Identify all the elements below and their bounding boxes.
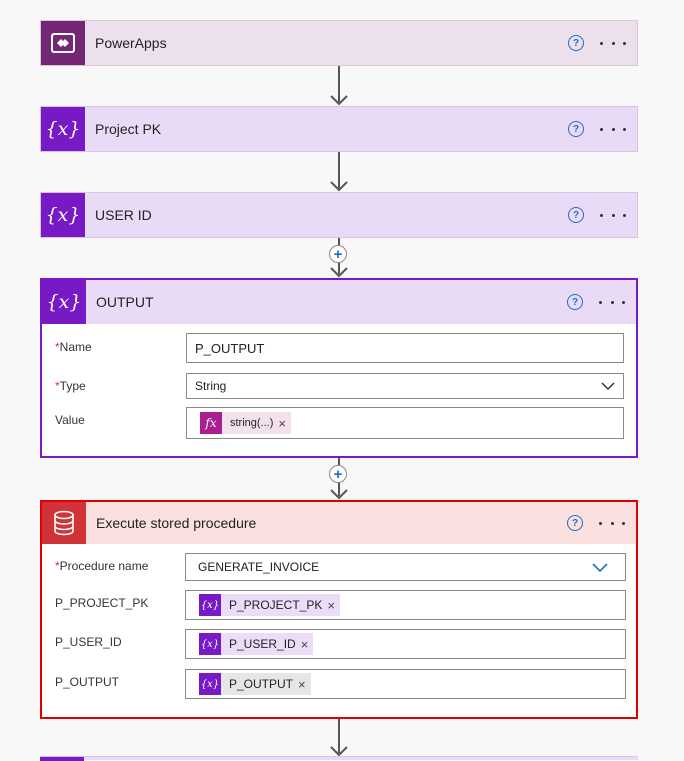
add-step-icon[interactable]: + [329,245,347,263]
variable-token[interactable] [199,673,311,695]
name-value: P_OUTPUT [195,340,265,356]
token-label: P_OUTPUT [229,677,294,691]
procedure-name-dropdown[interactable] [185,553,626,581]
value-label: Value [55,413,85,427]
user-id-variable-card[interactable] [40,192,638,238]
token-label: string(...) [230,417,274,429]
param-label-project-pk: P_PROJECT_PK [55,596,149,610]
variable-icon: {x} [41,107,85,151]
more-options-icon[interactable] [600,42,626,45]
card-title: PowerApps [95,35,167,51]
add-step-icon[interactable]: + [329,465,347,483]
param-input-output[interactable] [185,669,626,699]
help-icon[interactable]: ? [567,294,583,310]
value-input[interactable] [186,407,624,439]
variable-icon: {x} [199,673,221,695]
expression-token[interactable] [200,412,291,434]
user-id-card-header[interactable] [41,193,637,237]
sql-database-icon [42,502,86,544]
help-icon[interactable]: ? [567,515,583,531]
type-value: String [195,379,227,393]
param-input-user-id[interactable] [185,629,626,659]
token-label: P_PROJECT_PK [229,598,323,612]
project-pk-card-header[interactable] [41,107,637,151]
more-options-icon[interactable] [599,301,625,304]
param-input-project-pk[interactable] [185,590,626,620]
more-options-icon[interactable] [600,128,626,131]
name-label: *Name [55,340,92,354]
next-step-card[interactable] [40,756,638,760]
param-label-user-id: P_USER_ID [55,635,122,649]
param-label-output: P_OUTPUT [55,675,120,689]
close-icon[interactable]: × [278,415,286,431]
variable-token[interactable] [199,594,340,616]
variable-token[interactable] [199,633,313,655]
arrow-down-icon [330,719,348,757]
execute-card-header[interactable] [42,502,636,544]
output-variable-card[interactable] [40,278,638,458]
card-title: USER ID [95,207,152,223]
project-pk-variable-card[interactable] [40,106,638,152]
token-label: P_USER_ID [229,637,296,651]
arrow-down-icon [330,66,348,106]
close-icon[interactable]: × [300,636,309,652]
chevron-down-icon[interactable] [592,563,608,573]
powerapps-trigger-card[interactable] [40,20,638,66]
help-icon[interactable]: ? [568,207,584,223]
close-icon[interactable]: × [327,597,335,613]
variable-icon: {x} [199,594,221,616]
name-input[interactable] [186,333,624,363]
variable-icon: {x} [41,193,85,237]
help-icon[interactable]: ? [568,121,584,137]
next-step-icon-strip [40,757,84,761]
variable-icon: {x} [199,633,221,655]
powerapps-icon [41,21,85,65]
type-dropdown[interactable] [186,373,624,399]
arrow-down-icon [330,152,348,192]
output-card-header[interactable] [42,280,636,324]
procedure-name-label: *Procedure name [55,559,149,573]
powerapps-card-header[interactable] [41,21,637,65]
procedure-name-value: GENERATE_INVOICE [198,560,320,574]
card-title: OUTPUT [96,294,154,310]
execute-stored-procedure-card[interactable] [40,500,638,719]
chevron-down-icon[interactable] [601,381,615,391]
more-options-icon[interactable] [600,214,626,217]
more-options-icon[interactable] [599,522,625,525]
card-title: Project PK [95,121,162,137]
expression-icon: fx [200,412,222,434]
close-icon[interactable]: × [298,676,306,692]
variable-icon: {x} [42,280,86,324]
type-label: *Type [55,379,86,393]
card-title: Execute stored procedure [96,515,257,531]
help-icon[interactable]: ? [568,35,584,51]
